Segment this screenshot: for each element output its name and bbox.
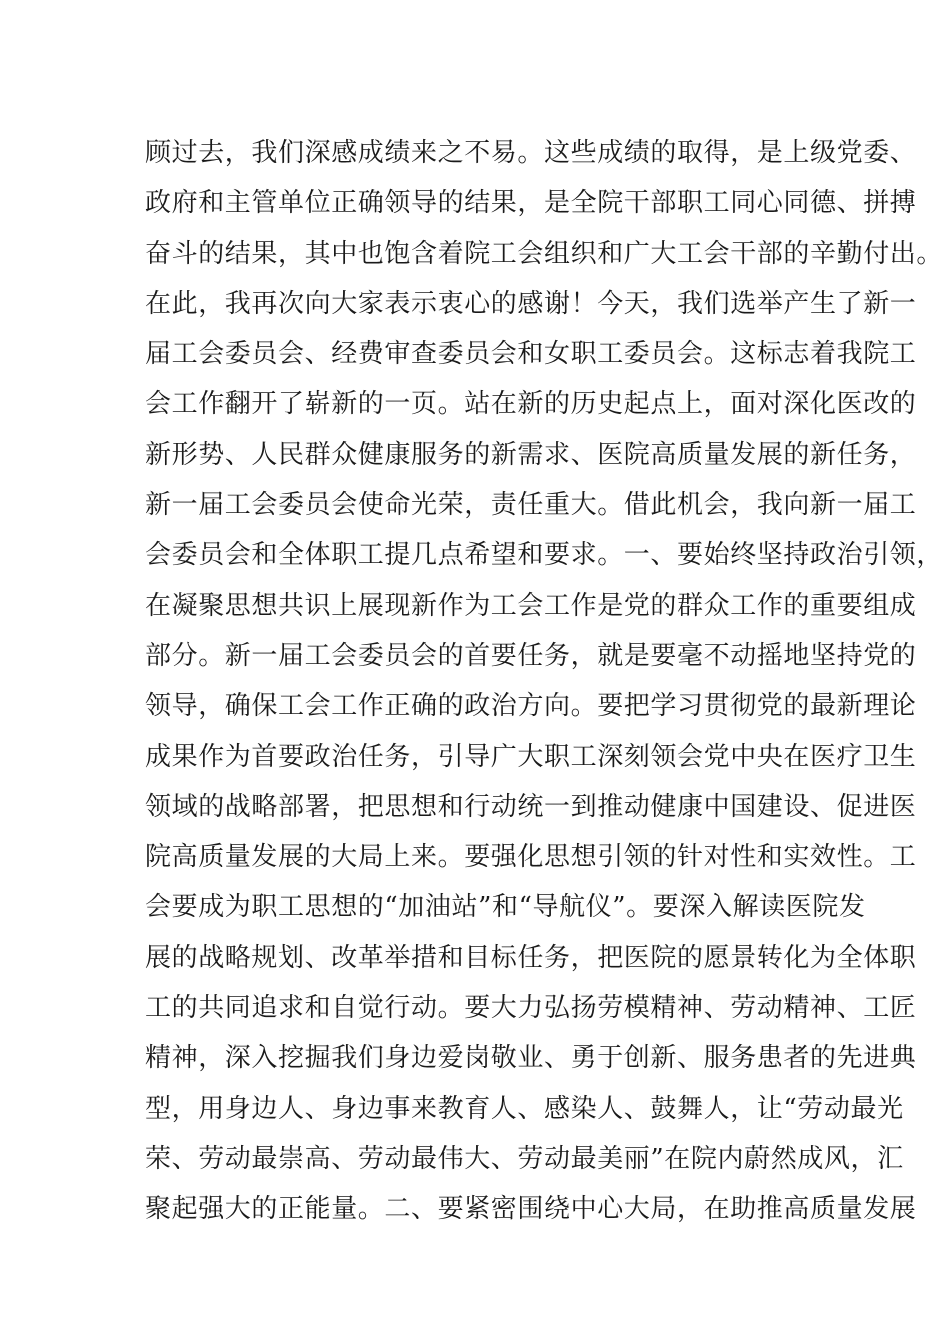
text-line: 部分。新一届工会委员会的首要任务，就是要毫不动摇地坚持党的 xyxy=(145,640,917,671)
text-line: 届工会委员会、经费审查委员会和女职工委员会。这标志着我院工 xyxy=(145,339,917,370)
text-line: 成果作为首要政治任务，引导广大职工深刻领会党中央在医疗卫生 xyxy=(145,741,917,772)
text-line: 会工作翻开了崭新的一页。站在新的历史起点上，面对深化医改的 xyxy=(145,389,917,420)
body-text xyxy=(145,128,944,1235)
text-line: 在此，我再次向大家表示衷心的感谢！今天，我们选举产生了新一 xyxy=(145,288,917,319)
text-line: 会要成为职工思想的“加油站”和“导航仪”。要深入解读医院发 xyxy=(145,892,866,923)
text-line: 在凝聚思想共识上展现新作为工会工作是党的群众工作的重要组成 xyxy=(145,590,917,621)
text-line: 工的共同追求和自觉行动。要大力弘扬劳模精神、劳动精神、工匠 xyxy=(145,993,917,1024)
text-line: 型，用身边人、身边事来教育人、感染人、鼓舞人，让“劳动最光 xyxy=(145,1093,904,1124)
text-line: 奋斗的结果，其中也饱含着院工会组织和广大工会干部的辛勤付出。 xyxy=(145,238,944,269)
text-line: 精神，深入挖掘我们身边爱岗敬业、勇于创新、服务患者的先进典 xyxy=(145,1043,917,1074)
text-line: 院高质量发展的大局上来。要强化思想引领的针对性和实效性。工 xyxy=(145,842,917,873)
text-line: 政府和主管单位正确领导的结果，是全院干部职工同心同德、拼搏 xyxy=(145,188,917,219)
text-line: 顾过去，我们深感成绩来之不易。这些成绩的取得，是上级党委、 xyxy=(145,138,917,168)
text-line: 新一届工会委员会使命光荣，责任重大。借此机会，我向新一届工 xyxy=(145,490,917,521)
text-line: 聚起强大的正能量。二、要紧密围绕中心大局，在助推高质量发展 xyxy=(145,1194,917,1225)
text-line: 领域的战略部署，把思想和行动统一到推动健康中国建设、促进医 xyxy=(145,791,917,822)
text-line: 新形势、人民群众健康服务的新需求、医院高质量发展的新任务， xyxy=(145,439,917,470)
text-line: 荣、劳动最崇高、劳动最伟大、劳动最美丽”在院内蔚然成风，汇 xyxy=(145,1143,904,1174)
text-line: 展的战略规划、改革举措和目标任务，把医院的愿景转化为全体职 xyxy=(145,942,917,973)
text-line: 领导，确保工会工作正确的政治方向。要把学习贯彻党的最新理论 xyxy=(145,691,917,722)
text-line: 会委员会和全体职工提几点希望和要求。一、要始终坚持政治引领， xyxy=(145,540,944,571)
